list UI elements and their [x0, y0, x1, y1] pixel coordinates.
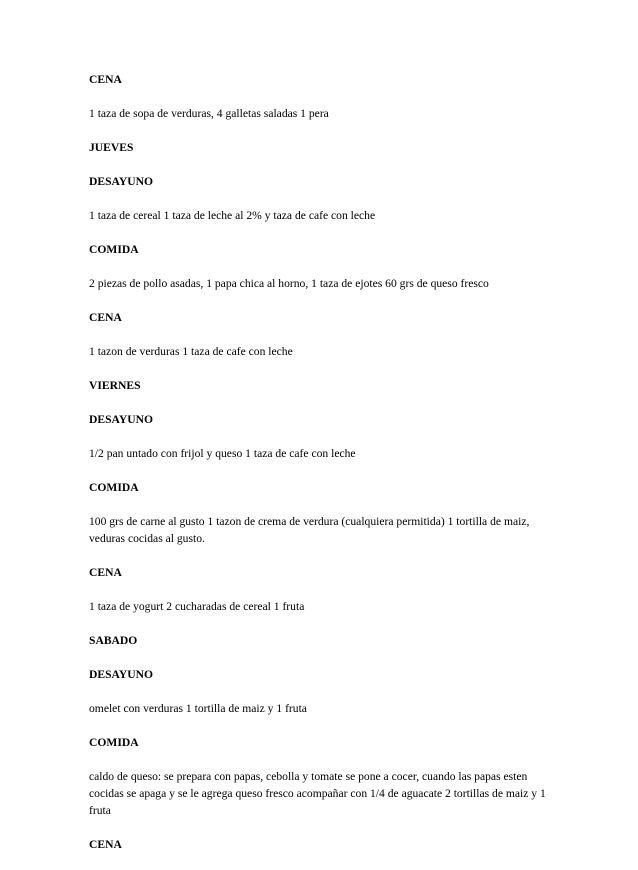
meal-text: caldo de queso: se prepara con papas, cebolla y tomate se pone a cocer, cuando las papas esten cocidas se apaga y se le agrega queso fresco acompañar con 1/4 de aguacate 2 tortillas de maiz y 1 fruta — [89, 770, 546, 817]
heading-cena: CENA — [89, 73, 122, 86]
heading-comida: COMIDA — [89, 243, 139, 256]
heading-desayuno: DESAYUNO — [89, 413, 153, 426]
heading-comida: COMIDA — [89, 481, 139, 494]
heading-cena: CENA — [89, 838, 122, 851]
meal-text: 1/2 pan untado con frijol y queso 1 taza de cafe con leche — [89, 447, 356, 460]
day-heading-jueves: JUEVES — [89, 141, 134, 154]
day-heading-viernes: VIERNES — [89, 379, 141, 392]
meal-text: 1 taza de sopa de verduras, 4 galletas saladas 1 pera — [89, 107, 329, 120]
heading-desayuno: DESAYUNO — [89, 668, 153, 681]
heading-cena: CENA — [89, 566, 122, 579]
document-body — [89, 71, 559, 870]
heading-cena: CENA — [89, 311, 122, 324]
meal-text: omelet con verduras 1 tortilla de maiz y 1 fruta — [89, 702, 307, 715]
day-heading-sabado: SABADO — [89, 634, 138, 647]
heading-desayuno: DESAYUNO — [89, 175, 153, 188]
meal-text: 1 taza de yogurt 2 cucharadas de cereal 1 fruta — [89, 600, 305, 613]
meal-text: 1 tazon de verduras 1 taza de cafe con leche — [89, 345, 293, 358]
heading-comida: COMIDA — [89, 736, 139, 749]
meal-text: 100 grs de carne al gusto 1 tazon de crema de verdura (cualquiera permitida) 1 tortilla de maiz, veduras cocidas al gusto. — [89, 515, 530, 545]
meal-text: 2 piezas de pollo asadas, 1 papa chica al horno, 1 taza de ejotes 60 grs de queso fresco — [89, 277, 489, 290]
meal-text: 1 taza de cereal 1 taza de leche al 2% y taza de cafe con leche — [89, 209, 376, 222]
